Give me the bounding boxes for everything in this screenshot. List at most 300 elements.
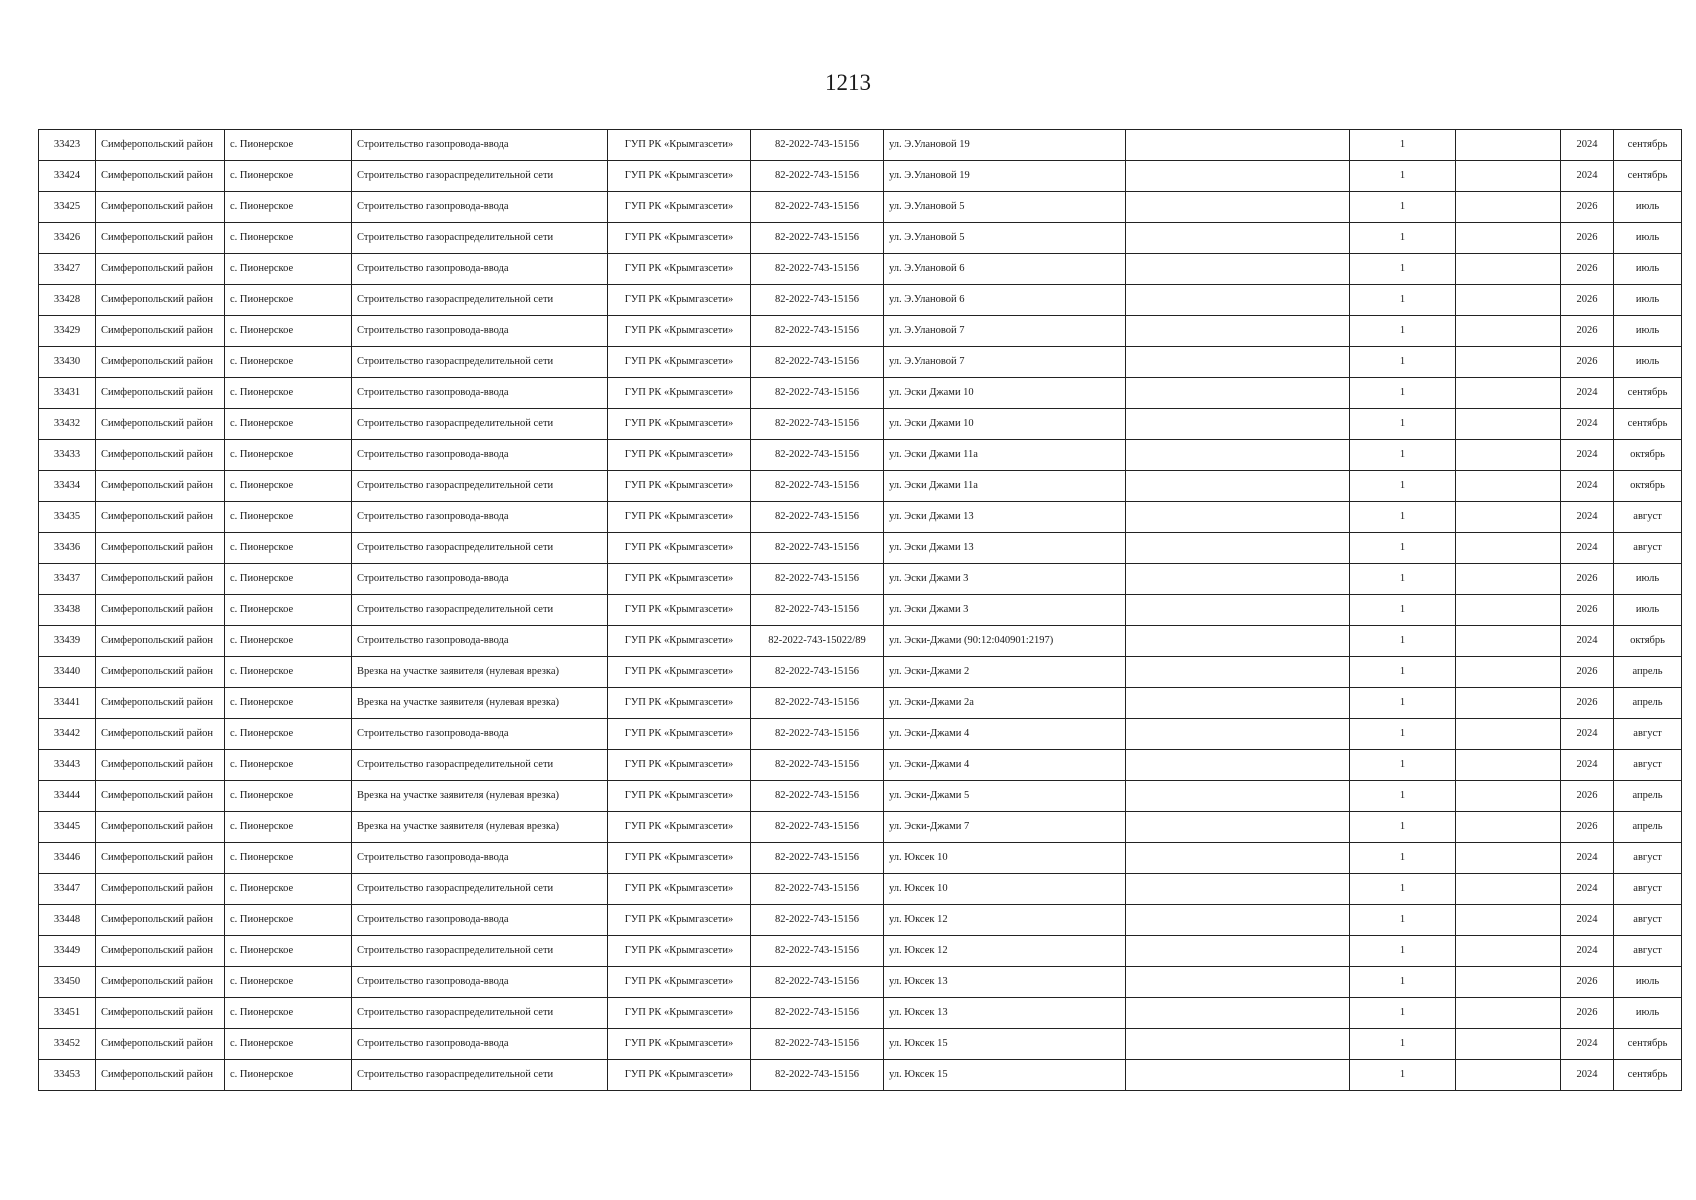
- quantity-cell: 1: [1350, 657, 1456, 688]
- table-row: [39, 471, 1682, 502]
- registration-number-cell: 82-2022-743-15156: [751, 750, 884, 781]
- organization-cell: ГУП РК «Крымгазсети»: [608, 1029, 751, 1060]
- work-type-cell: Строительство газопровода-ввода: [352, 254, 608, 285]
- work-type-cell: Строительство газопровода-ввода: [352, 719, 608, 750]
- quantity-cell: 1: [1350, 967, 1456, 998]
- settlement-cell: с. Пионерское: [225, 533, 352, 564]
- work-type-cell: Строительство газораспределительной сети: [352, 471, 608, 502]
- row-number: 33426: [39, 223, 96, 254]
- organization-cell: ГУП РК «Крымгазсети»: [608, 998, 751, 1029]
- row-number: 33425: [39, 192, 96, 223]
- year-cell: 2024: [1561, 719, 1614, 750]
- settlement-cell: с. Пионерское: [225, 564, 352, 595]
- row-number: 33443: [39, 750, 96, 781]
- registration-number-cell: 82-2022-743-15156: [751, 409, 884, 440]
- organization-cell: ГУП РК «Крымгазсети»: [608, 192, 751, 223]
- table-row: [39, 719, 1682, 750]
- month-cell: август: [1614, 533, 1682, 564]
- month-cell: август: [1614, 502, 1682, 533]
- month-cell: август: [1614, 719, 1682, 750]
- registration-number-cell: 82-2022-743-15156: [751, 285, 884, 316]
- extra-cell: [1456, 781, 1561, 812]
- quantity-cell: 1: [1350, 719, 1456, 750]
- extra-cell: [1456, 533, 1561, 564]
- district-cell: Симферопольский район: [96, 471, 225, 502]
- year-cell: 2026: [1561, 254, 1614, 285]
- year-cell: 2024: [1561, 874, 1614, 905]
- district-cell: Симферопольский район: [96, 936, 225, 967]
- row-number: 33428: [39, 285, 96, 316]
- address-cell: ул. Эски Джами 10: [884, 409, 1126, 440]
- settlement-cell: с. Пионерское: [225, 719, 352, 750]
- work-type-cell: Строительство газораспределительной сети: [352, 533, 608, 564]
- row-number: 33453: [39, 1060, 96, 1091]
- quantity-cell: 1: [1350, 316, 1456, 347]
- work-type-cell: Врезка на участке заявителя (нулевая врезка): [352, 657, 608, 688]
- table-row: [39, 688, 1682, 719]
- note-cell: [1126, 409, 1350, 440]
- organization-cell: ГУП РК «Крымгазсети»: [608, 936, 751, 967]
- table-row: [39, 843, 1682, 874]
- month-cell: август: [1614, 936, 1682, 967]
- work-type-cell: Строительство газопровода-ввода: [352, 967, 608, 998]
- organization-cell: ГУП РК «Крымгазсети»: [608, 874, 751, 905]
- row-number: 33435: [39, 502, 96, 533]
- settlement-cell: с. Пионерское: [225, 161, 352, 192]
- extra-cell: [1456, 1029, 1561, 1060]
- quantity-cell: 1: [1350, 688, 1456, 719]
- table-row: [39, 595, 1682, 626]
- organization-cell: ГУП РК «Крымгазсети»: [608, 161, 751, 192]
- registration-number-cell: 82-2022-743-15156: [751, 161, 884, 192]
- row-number: 33432: [39, 409, 96, 440]
- quantity-cell: 1: [1350, 812, 1456, 843]
- work-type-cell: Строительство газопровода-ввода: [352, 502, 608, 533]
- registration-number-cell: 82-2022-743-15156: [751, 378, 884, 409]
- note-cell: [1126, 1029, 1350, 1060]
- organization-cell: ГУП РК «Крымгазсети»: [608, 595, 751, 626]
- month-cell: июль: [1614, 347, 1682, 378]
- registration-number-cell: 82-2022-743-15156: [751, 533, 884, 564]
- table-body: [39, 130, 1682, 1091]
- work-type-cell: Строительство газопровода-ввода: [352, 843, 608, 874]
- note-cell: [1126, 502, 1350, 533]
- table-row: [39, 1029, 1682, 1060]
- registration-number-cell: 82-2022-743-15156: [751, 874, 884, 905]
- table-row: [39, 254, 1682, 285]
- month-cell: сентябрь: [1614, 161, 1682, 192]
- year-cell: 2024: [1561, 905, 1614, 936]
- organization-cell: ГУП РК «Крымгазсети»: [608, 750, 751, 781]
- quantity-cell: 1: [1350, 843, 1456, 874]
- month-cell: июль: [1614, 316, 1682, 347]
- registration-number-cell: 82-2022-743-15156: [751, 998, 884, 1029]
- district-cell: Симферопольский район: [96, 316, 225, 347]
- work-type-cell: Строительство газораспределительной сети: [352, 161, 608, 192]
- organization-cell: ГУП РК «Крымгазсети»: [608, 626, 751, 657]
- district-cell: Симферопольский район: [96, 254, 225, 285]
- year-cell: 2026: [1561, 223, 1614, 254]
- district-cell: Симферопольский район: [96, 1029, 225, 1060]
- district-cell: Симферопольский район: [96, 192, 225, 223]
- address-cell: ул. Юксек 15: [884, 1060, 1126, 1091]
- note-cell: [1126, 533, 1350, 564]
- address-cell: ул. Эски Джами 3: [884, 595, 1126, 626]
- organization-cell: ГУП РК «Крымгазсети»: [608, 719, 751, 750]
- note-cell: [1126, 192, 1350, 223]
- address-cell: ул. Э.Улановой 19: [884, 130, 1126, 161]
- extra-cell: [1456, 316, 1561, 347]
- page-number: 1213: [825, 70, 871, 95]
- month-cell: сентябрь: [1614, 378, 1682, 409]
- table-row: [39, 440, 1682, 471]
- settlement-cell: с. Пионерское: [225, 254, 352, 285]
- district-cell: Симферопольский район: [96, 533, 225, 564]
- year-cell: 2024: [1561, 471, 1614, 502]
- year-cell: 2024: [1561, 378, 1614, 409]
- organization-cell: ГУП РК «Крымгазсети»: [608, 657, 751, 688]
- month-cell: август: [1614, 750, 1682, 781]
- table-row: [39, 316, 1682, 347]
- address-cell: ул. Э.Улановой 5: [884, 192, 1126, 223]
- address-cell: ул. Э.Улановой 7: [884, 316, 1126, 347]
- table-row: [39, 347, 1682, 378]
- organization-cell: ГУП РК «Крымгазсети»: [608, 440, 751, 471]
- month-cell: апрель: [1614, 657, 1682, 688]
- address-cell: ул. Эски-Джами 2а: [884, 688, 1126, 719]
- district-cell: Симферопольский район: [96, 967, 225, 998]
- settlement-cell: с. Пионерское: [225, 626, 352, 657]
- extra-cell: [1456, 564, 1561, 595]
- address-cell: ул. Эски Джами 3: [884, 564, 1126, 595]
- note-cell: [1126, 967, 1350, 998]
- table-row: [39, 285, 1682, 316]
- settlement-cell: с. Пионерское: [225, 316, 352, 347]
- registration-number-cell: 82-2022-743-15156: [751, 254, 884, 285]
- quantity-cell: 1: [1350, 874, 1456, 905]
- year-cell: 2026: [1561, 812, 1614, 843]
- extra-cell: [1456, 347, 1561, 378]
- table-row: [39, 874, 1682, 905]
- extra-cell: [1456, 595, 1561, 626]
- year-cell: 2024: [1561, 626, 1614, 657]
- organization-cell: ГУП РК «Крымгазсети»: [608, 843, 751, 874]
- organization-cell: ГУП РК «Крымгазсети»: [608, 285, 751, 316]
- registration-number-cell: 82-2022-743-15156: [751, 564, 884, 595]
- work-type-cell: Строительство газопровода-ввода: [352, 1029, 608, 1060]
- year-cell: 2024: [1561, 1029, 1614, 1060]
- quantity-cell: 1: [1350, 223, 1456, 254]
- registration-number-cell: 82-2022-743-15156: [751, 1060, 884, 1091]
- settlement-cell: с. Пионерское: [225, 843, 352, 874]
- work-type-cell: Строительство газораспределительной сети: [352, 409, 608, 440]
- note-cell: [1126, 161, 1350, 192]
- extra-cell: [1456, 967, 1561, 998]
- district-cell: Симферопольский район: [96, 688, 225, 719]
- table-row: [39, 409, 1682, 440]
- year-cell: 2024: [1561, 750, 1614, 781]
- note-cell: [1126, 874, 1350, 905]
- year-cell: 2026: [1561, 564, 1614, 595]
- address-cell: ул. Юксек 12: [884, 936, 1126, 967]
- settlement-cell: с. Пионерское: [225, 967, 352, 998]
- organization-cell: ГУП РК «Крымгазсети»: [608, 502, 751, 533]
- row-number: 33424: [39, 161, 96, 192]
- district-cell: Симферопольский район: [96, 378, 225, 409]
- extra-cell: [1456, 936, 1561, 967]
- work-type-cell: Строительство газопровода-ввода: [352, 626, 608, 657]
- extra-cell: [1456, 1060, 1561, 1091]
- year-cell: 2024: [1561, 409, 1614, 440]
- quantity-cell: 1: [1350, 781, 1456, 812]
- district-cell: Симферопольский район: [96, 130, 225, 161]
- settlement-cell: с. Пионерское: [225, 347, 352, 378]
- table-row: [39, 502, 1682, 533]
- district-cell: Симферопольский район: [96, 719, 225, 750]
- month-cell: сентябрь: [1614, 1029, 1682, 1060]
- note-cell: [1126, 719, 1350, 750]
- organization-cell: ГУП РК «Крымгазсети»: [608, 533, 751, 564]
- table-row: [39, 998, 1682, 1029]
- extra-cell: [1456, 812, 1561, 843]
- year-cell: 2024: [1561, 502, 1614, 533]
- table-row: [39, 130, 1682, 161]
- row-number: 33436: [39, 533, 96, 564]
- table-row: [39, 223, 1682, 254]
- quantity-cell: 1: [1350, 130, 1456, 161]
- registration-number-cell: 82-2022-743-15156: [751, 1029, 884, 1060]
- table-row: [39, 378, 1682, 409]
- registration-number-cell: 82-2022-743-15156: [751, 719, 884, 750]
- year-cell: 2026: [1561, 347, 1614, 378]
- year-cell: 2026: [1561, 192, 1614, 223]
- row-number: 33431: [39, 378, 96, 409]
- work-type-cell: Строительство газопровода-ввода: [352, 130, 608, 161]
- address-cell: ул. Юксек 13: [884, 998, 1126, 1029]
- extra-cell: [1456, 843, 1561, 874]
- extra-cell: [1456, 874, 1561, 905]
- extra-cell: [1456, 440, 1561, 471]
- note-cell: [1126, 626, 1350, 657]
- organization-cell: ГУП РК «Крымгазсети»: [608, 130, 751, 161]
- month-cell: июль: [1614, 595, 1682, 626]
- table-row: [39, 657, 1682, 688]
- table-row: [39, 161, 1682, 192]
- address-cell: ул. Эски-Джами (90:12:040901:2197): [884, 626, 1126, 657]
- registration-number-cell: 82-2022-743-15156: [751, 223, 884, 254]
- row-number: 33449: [39, 936, 96, 967]
- extra-cell: [1456, 130, 1561, 161]
- settlement-cell: с. Пионерское: [225, 1060, 352, 1091]
- table-row: [39, 905, 1682, 936]
- table-row: [39, 1060, 1682, 1091]
- registration-number-cell: 82-2022-743-15156: [751, 502, 884, 533]
- row-number: 33438: [39, 595, 96, 626]
- month-cell: апрель: [1614, 812, 1682, 843]
- work-type-cell: Строительство газораспределительной сети: [352, 750, 608, 781]
- quantity-cell: 1: [1350, 905, 1456, 936]
- quantity-cell: 1: [1350, 347, 1456, 378]
- registration-number-cell: 82-2022-743-15156: [751, 440, 884, 471]
- note-cell: [1126, 750, 1350, 781]
- address-cell: ул. Юксек 13: [884, 967, 1126, 998]
- note-cell: [1126, 316, 1350, 347]
- address-cell: ул. Юксек 10: [884, 874, 1126, 905]
- settlement-cell: с. Пионерское: [225, 657, 352, 688]
- quantity-cell: 1: [1350, 161, 1456, 192]
- organization-cell: ГУП РК «Крымгазсети»: [608, 254, 751, 285]
- address-cell: ул. Э.Улановой 19: [884, 161, 1126, 192]
- settlement-cell: с. Пионерское: [225, 688, 352, 719]
- quantity-cell: 1: [1350, 564, 1456, 595]
- organization-cell: ГУП РК «Крымгазсети»: [608, 564, 751, 595]
- settlement-cell: с. Пионерское: [225, 378, 352, 409]
- work-type-cell: Строительство газопровода-ввода: [352, 192, 608, 223]
- row-number: 33444: [39, 781, 96, 812]
- address-cell: ул. Эски Джами 11а: [884, 471, 1126, 502]
- table-row: [39, 812, 1682, 843]
- year-cell: 2024: [1561, 130, 1614, 161]
- registration-number-cell: 82-2022-743-15156: [751, 471, 884, 502]
- registration-number-cell: 82-2022-743-15156: [751, 688, 884, 719]
- work-type-cell: Строительство газопровода-ввода: [352, 905, 608, 936]
- month-cell: июль: [1614, 967, 1682, 998]
- address-cell: ул. Эски-Джами 7: [884, 812, 1126, 843]
- quantity-cell: 1: [1350, 1060, 1456, 1091]
- note-cell: [1126, 688, 1350, 719]
- district-cell: Симферопольский район: [96, 347, 225, 378]
- district-cell: Симферопольский район: [96, 874, 225, 905]
- work-type-cell: Врезка на участке заявителя (нулевая врезка): [352, 781, 608, 812]
- quantity-cell: 1: [1350, 409, 1456, 440]
- row-number: 33441: [39, 688, 96, 719]
- settlement-cell: с. Пионерское: [225, 1029, 352, 1060]
- row-number: 33430: [39, 347, 96, 378]
- address-cell: ул. Эски-Джами 2: [884, 657, 1126, 688]
- extra-cell: [1456, 254, 1561, 285]
- settlement-cell: с. Пионерское: [225, 595, 352, 626]
- settlement-cell: с. Пионерское: [225, 874, 352, 905]
- registration-number-cell: 82-2022-743-15156: [751, 347, 884, 378]
- year-cell: 2024: [1561, 161, 1614, 192]
- organization-cell: ГУП РК «Крымгазсети»: [608, 812, 751, 843]
- district-cell: Симферопольский район: [96, 998, 225, 1029]
- district-cell: Симферопольский район: [96, 595, 225, 626]
- note-cell: [1126, 936, 1350, 967]
- district-cell: Симферопольский район: [96, 750, 225, 781]
- month-cell: сентябрь: [1614, 409, 1682, 440]
- organization-cell: ГУП РК «Крымгазсети»: [608, 967, 751, 998]
- district-cell: Симферопольский район: [96, 409, 225, 440]
- district-cell: Симферопольский район: [96, 161, 225, 192]
- row-number: 33451: [39, 998, 96, 1029]
- district-cell: Симферопольский район: [96, 223, 225, 254]
- settlement-cell: с. Пионерское: [225, 440, 352, 471]
- organization-cell: ГУП РК «Крымгазсети»: [608, 905, 751, 936]
- quantity-cell: 1: [1350, 533, 1456, 564]
- row-number: 33427: [39, 254, 96, 285]
- district-cell: Симферопольский район: [96, 285, 225, 316]
- month-cell: апрель: [1614, 781, 1682, 812]
- registration-number-cell: 82-2022-743-15156: [751, 936, 884, 967]
- district-cell: Симферопольский район: [96, 843, 225, 874]
- month-cell: июль: [1614, 285, 1682, 316]
- address-cell: ул. Юксек 10: [884, 843, 1126, 874]
- month-cell: октябрь: [1614, 440, 1682, 471]
- extra-cell: [1456, 223, 1561, 254]
- year-cell: 2024: [1561, 533, 1614, 564]
- note-cell: [1126, 223, 1350, 254]
- organization-cell: ГУП РК «Крымгазсети»: [608, 409, 751, 440]
- settlement-cell: с. Пионерское: [225, 998, 352, 1029]
- quantity-cell: 1: [1350, 936, 1456, 967]
- extra-cell: [1456, 750, 1561, 781]
- quantity-cell: 1: [1350, 595, 1456, 626]
- district-cell: Симферопольский район: [96, 905, 225, 936]
- extra-cell: [1456, 378, 1561, 409]
- address-cell: ул. Эски Джами 13: [884, 502, 1126, 533]
- quantity-cell: 1: [1350, 471, 1456, 502]
- organization-cell: ГУП РК «Крымгазсети»: [608, 316, 751, 347]
- organization-cell: ГУП РК «Крымгазсети»: [608, 378, 751, 409]
- extra-cell: [1456, 471, 1561, 502]
- extra-cell: [1456, 719, 1561, 750]
- year-cell: 2024: [1561, 1060, 1614, 1091]
- note-cell: [1126, 440, 1350, 471]
- month-cell: апрель: [1614, 688, 1682, 719]
- address-cell: ул. Эски Джами 13: [884, 533, 1126, 564]
- note-cell: [1126, 378, 1350, 409]
- note-cell: [1126, 285, 1350, 316]
- row-number: 33429: [39, 316, 96, 347]
- registration-number-cell: 82-2022-743-15156: [751, 192, 884, 223]
- address-cell: ул. Э.Улановой 5: [884, 223, 1126, 254]
- registration-number-cell: 82-2022-743-15022/89: [751, 626, 884, 657]
- quantity-cell: 1: [1350, 750, 1456, 781]
- row-number: 33448: [39, 905, 96, 936]
- address-cell: ул. Э.Улановой 6: [884, 285, 1126, 316]
- address-cell: ул. Эски Джами 11а: [884, 440, 1126, 471]
- extra-cell: [1456, 626, 1561, 657]
- row-number: 33433: [39, 440, 96, 471]
- organization-cell: ГУП РК «Крымгазсети»: [608, 781, 751, 812]
- table-row: [39, 533, 1682, 564]
- address-cell: ул. Э.Улановой 7: [884, 347, 1126, 378]
- district-cell: Симферопольский район: [96, 812, 225, 843]
- row-number: 33434: [39, 471, 96, 502]
- table-row: [39, 626, 1682, 657]
- year-cell: 2026: [1561, 688, 1614, 719]
- quantity-cell: 1: [1350, 285, 1456, 316]
- row-number: 33440: [39, 657, 96, 688]
- registration-number-cell: 82-2022-743-15156: [751, 812, 884, 843]
- year-cell: 2026: [1561, 967, 1614, 998]
- extra-cell: [1456, 998, 1561, 1029]
- row-number: 33452: [39, 1029, 96, 1060]
- note-cell: [1126, 998, 1350, 1029]
- registration-number-cell: 82-2022-743-15156: [751, 967, 884, 998]
- district-cell: Симферопольский район: [96, 564, 225, 595]
- table-row: [39, 564, 1682, 595]
- quantity-cell: 1: [1350, 192, 1456, 223]
- note-cell: [1126, 595, 1350, 626]
- work-type-cell: Строительство газораспределительной сети: [352, 223, 608, 254]
- year-cell: 2024: [1561, 843, 1614, 874]
- settlement-cell: с. Пионерское: [225, 750, 352, 781]
- work-type-cell: Строительство газопровода-ввода: [352, 378, 608, 409]
- settlement-cell: с. Пионерское: [225, 130, 352, 161]
- settlement-cell: с. Пионерское: [225, 285, 352, 316]
